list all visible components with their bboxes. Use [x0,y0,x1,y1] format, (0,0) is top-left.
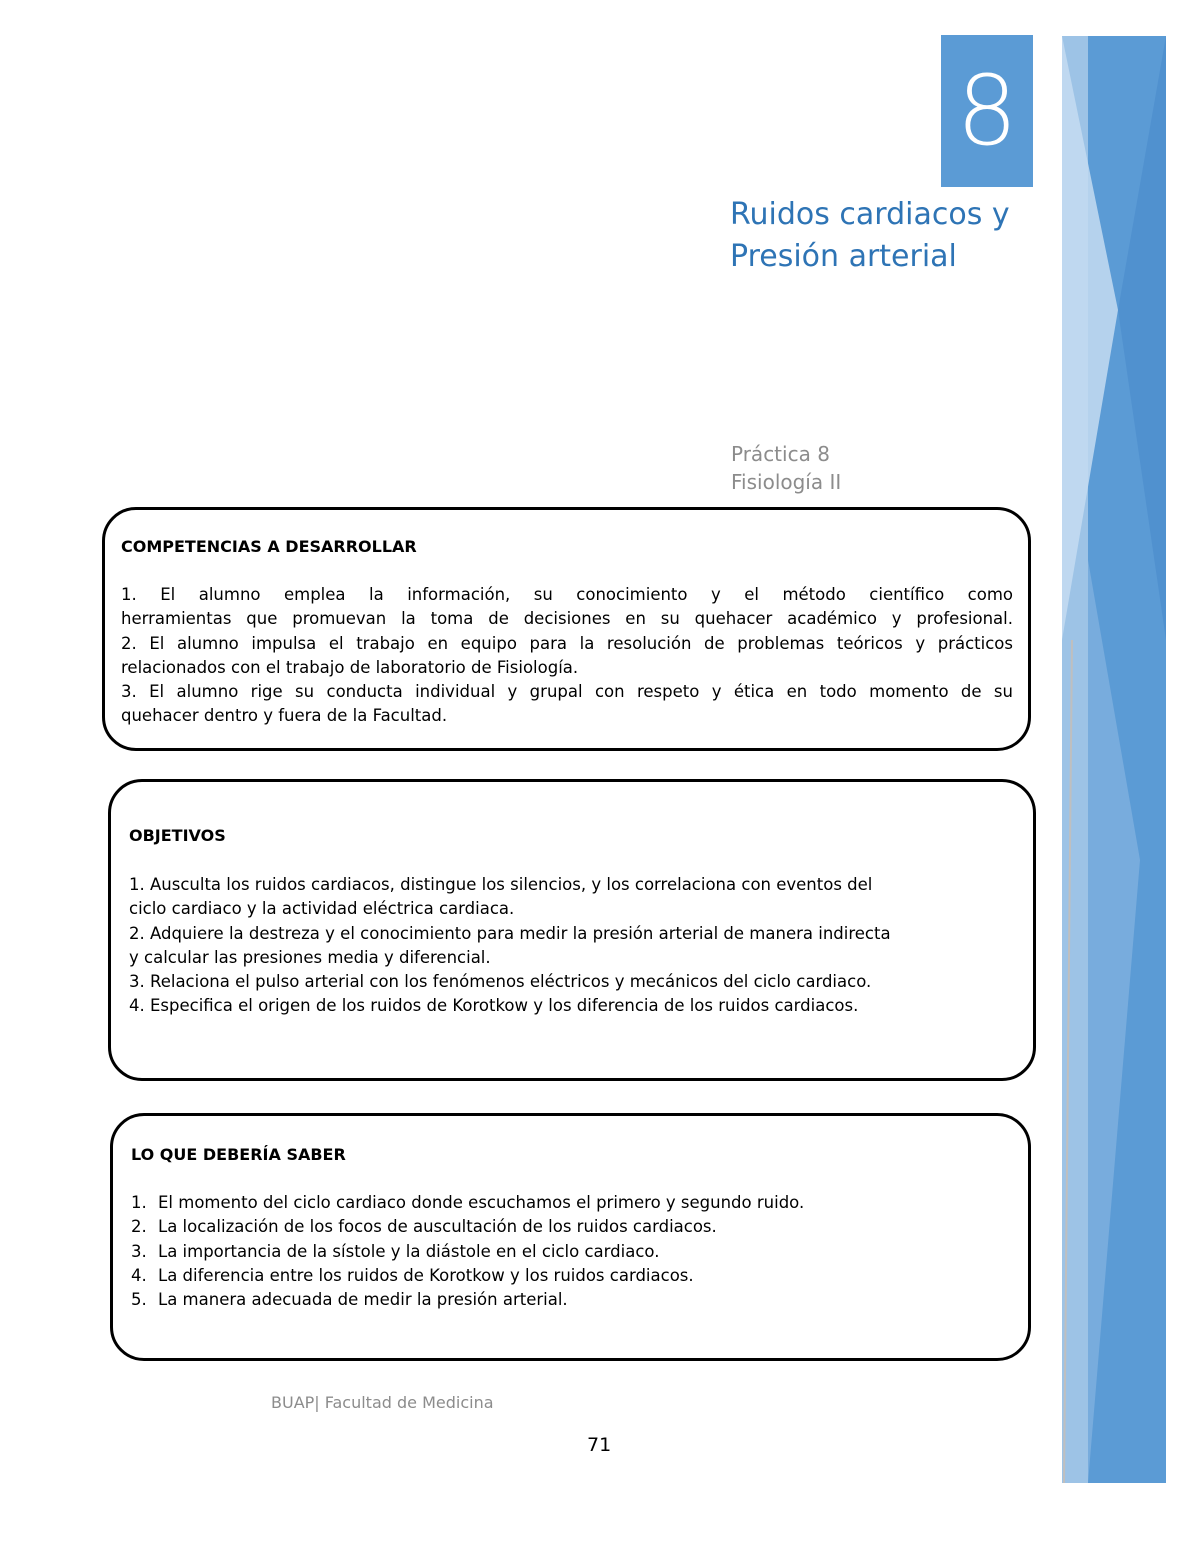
competencias-line: 2. El alumno impulsa el trabajo en equipo para la resolución de problemas teóricos y prácticos [121,633,1013,653]
list-item-number: 5. [131,1290,147,1310]
objetivos-box [108,779,1036,1081]
competencias-heading: COMPETENCIAS A DESARROLLAR [121,537,417,556]
course-name: Fisiología II [731,470,842,494]
list-item [131,1264,991,1288]
practice-label: Práctica 8 [731,442,830,466]
objetivos-heading: OBJETIVOS [129,826,226,845]
chapter-title-line-1: Ruidos cardiacos y [730,197,1010,232]
competencias-line: 3. El alumno rige su conducta individual y grupal con respeto y ética en todo momento de su [121,682,1013,702]
list-item-number: 4. [131,1265,147,1285]
chapter-title [730,194,1070,278]
objetivos-line: 3. Relaciona el pulso arterial con los fenómenos eléctricos y mecánicos del ciclo cardiaco. [129,972,872,992]
objetivos-line: y calcular las presiones media y diferencial. [129,947,491,967]
list-item-text: La importancia de la sístole y la diástole en el ciclo cardiaco. [158,1241,660,1261]
list-item-text: La diferencia entre los ruidos de Korotkow y los ruidos cardiacos. [158,1265,694,1285]
list-item-number: 3. [131,1241,147,1261]
chapter-title-line-2: Presión arterial [730,239,957,274]
list-item [131,1240,991,1264]
saber-box [110,1113,1031,1361]
list-item-text: El momento del ciclo cardiaco donde escuchamos el primero y segundo ruido. [158,1193,805,1212]
list-item-text: La localización de los focos de auscultación de los ruidos cardiacos. [158,1217,717,1237]
competencias-line: 1. El alumno emplea la información, su conocimiento y el método científico como [121,585,1013,604]
competencias-line: relacionados con el trabajo de laboratorio de Fisiología. [121,657,579,677]
list-item [131,1288,991,1312]
chapter-number-badge: 8 [941,35,1033,187]
practice-subtitle [731,440,841,496]
list-item-number: 1. [131,1193,147,1212]
competencias-text [121,583,1013,729]
saber-heading: LO QUE DEBERÍA SABER [131,1145,346,1164]
page-number: 71 [587,1434,612,1456]
objetivos-line: 1. Ausculta los ruidos cardiacos, distingue los silencios, y los correlaciona con eventos del [129,875,873,894]
saber-list [131,1191,991,1312]
page-footer: BUAP| Facultad de Medicina [271,1393,494,1412]
competencias-box [102,507,1031,751]
objetivos-line: 4. Especifica el origen de los ruidos de Korotkow y los diferencia de los ruidos cardiacos. [129,996,859,1016]
list-item-number: 2. [131,1217,147,1237]
list-item [131,1215,991,1239]
competencias-line: herramientas que promuevan la toma de decisiones en su quehacer académico y profesional. [121,609,1013,629]
objetivos-line: ciclo cardiaco y la actividad eléctrica cardiaca. [129,899,515,919]
list-item-text: La manera adecuada de medir la presión arterial. [158,1290,568,1310]
objetivos-line: 2. Adquiere la destreza y el conocimiento para medir la presión arterial de manera indirecta [129,923,891,943]
list-item [131,1191,991,1215]
objetivos-text [129,873,1011,1019]
competencias-line: quehacer dentro y fuera de la Facultad. [121,706,448,726]
